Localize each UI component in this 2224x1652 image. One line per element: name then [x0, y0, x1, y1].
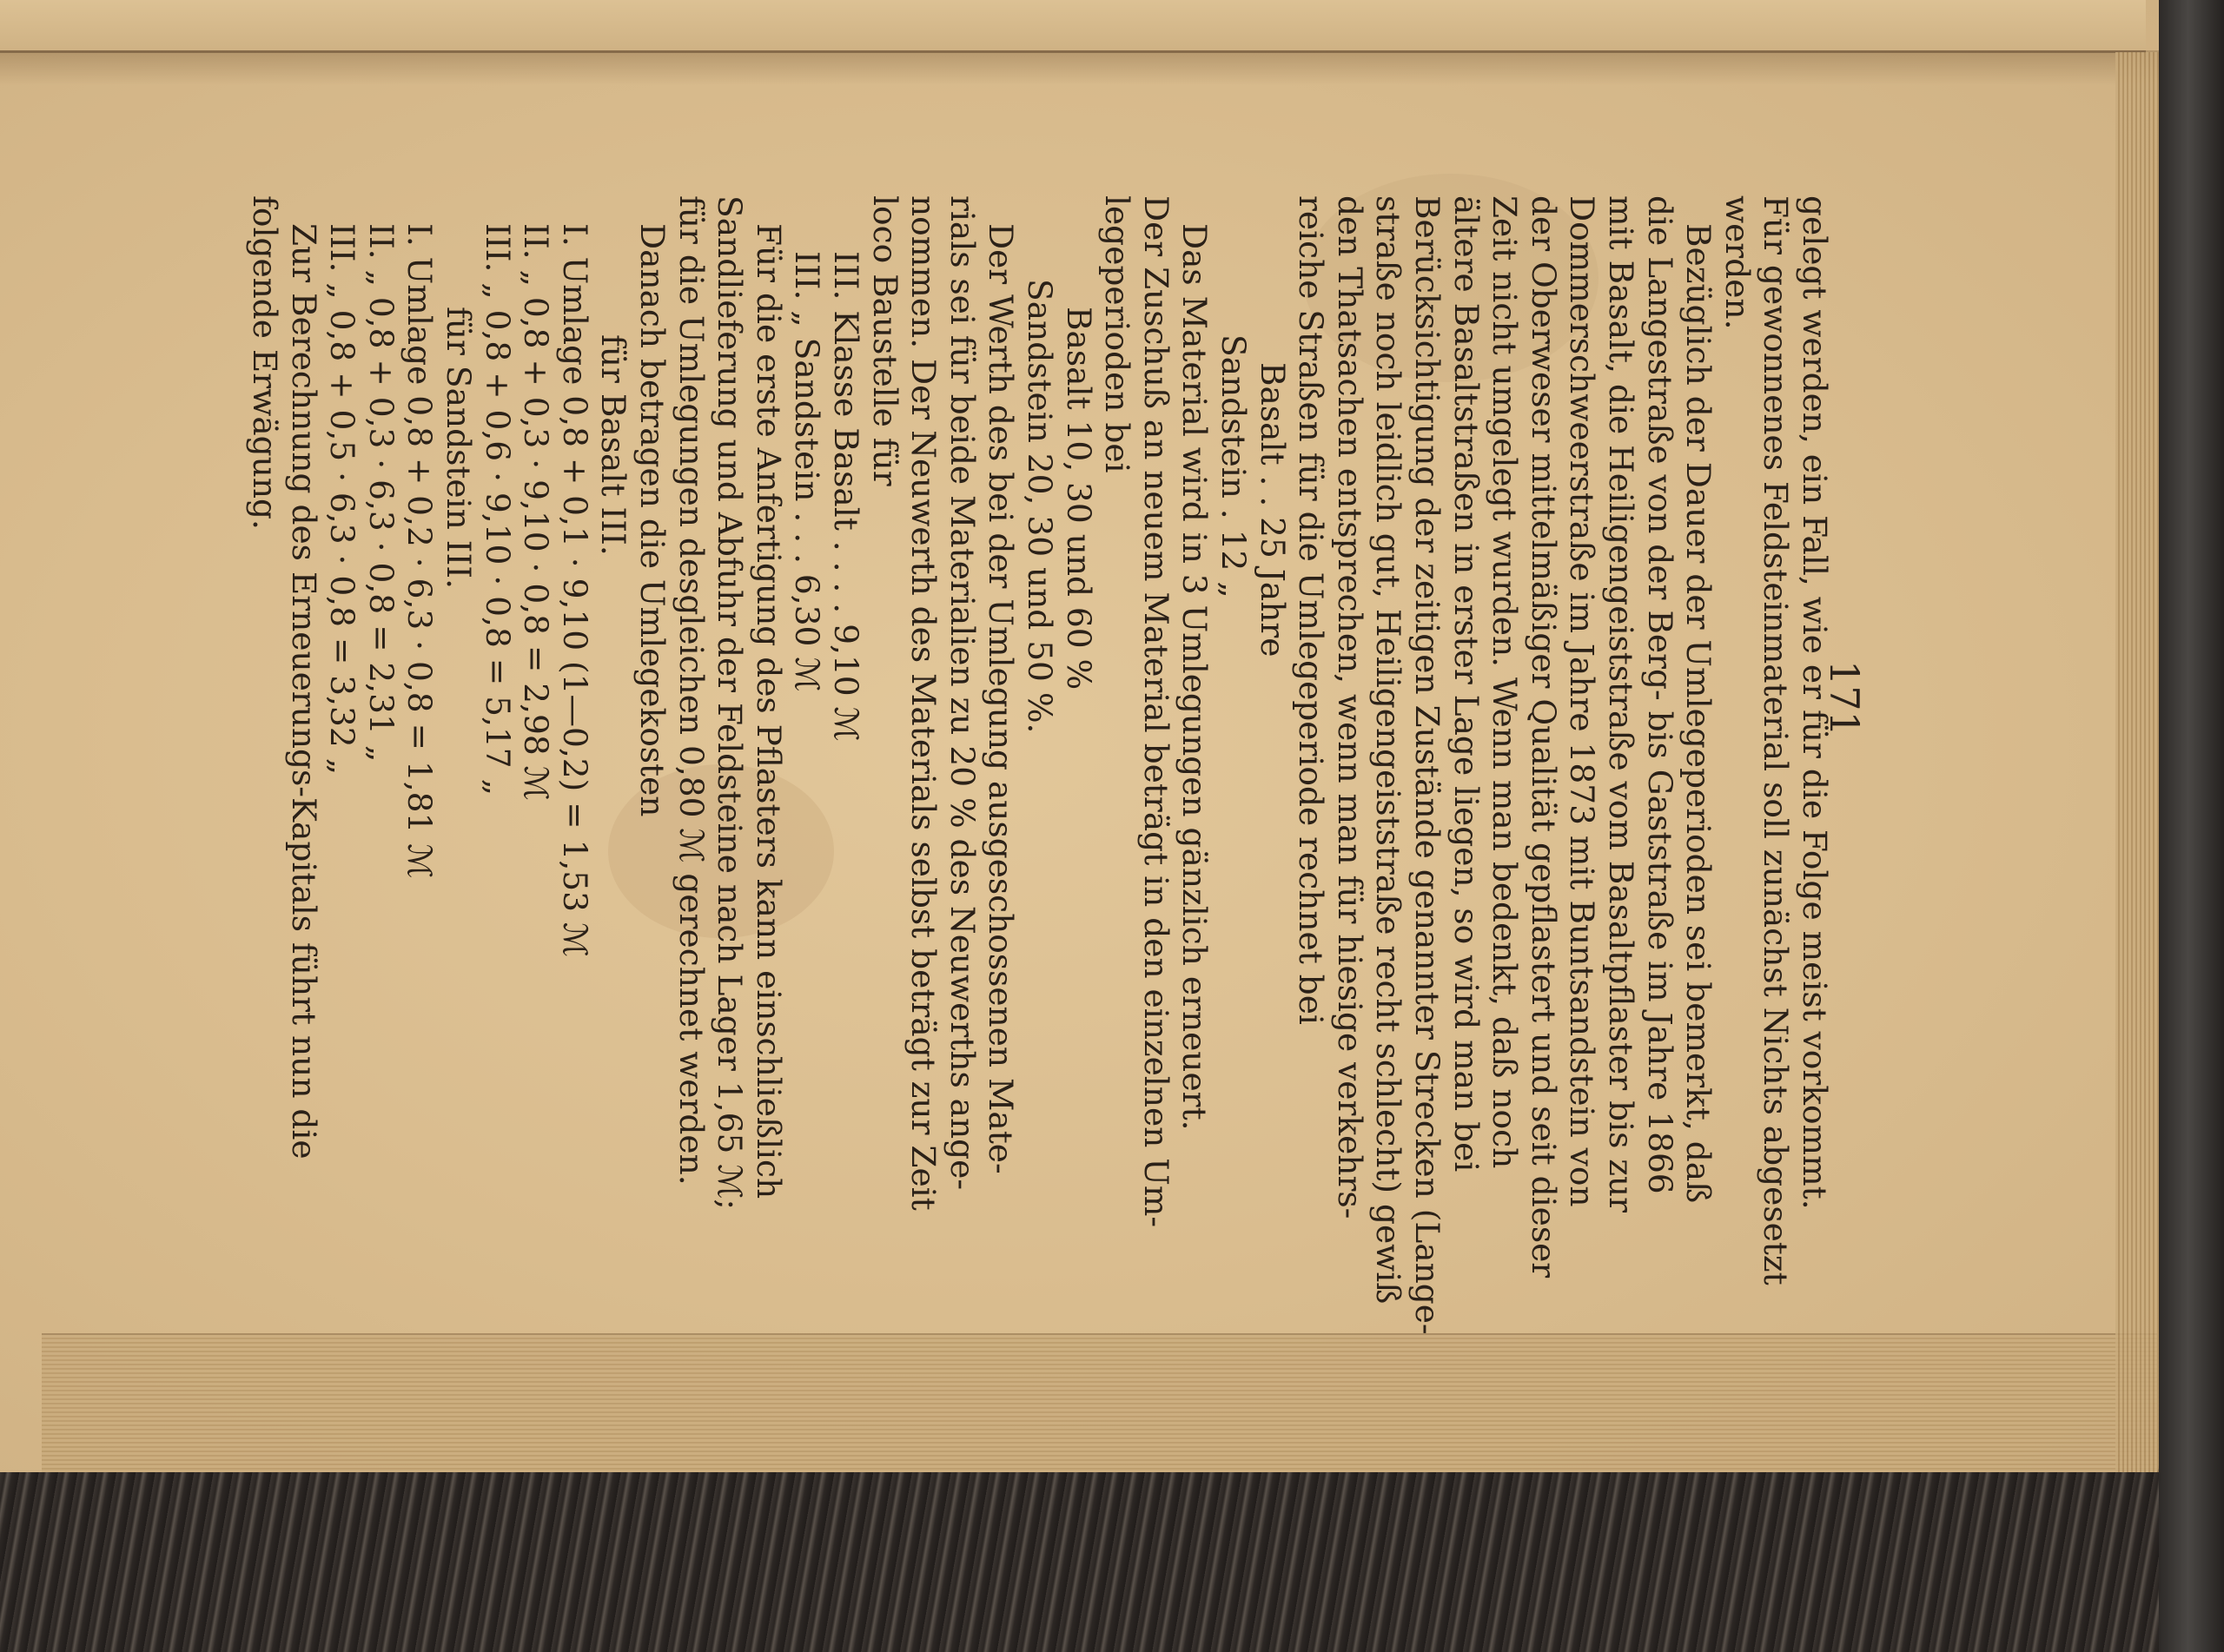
text-line: Zeit nicht umgelegt wurden. Wenn man bedenkt, daß noch — [1486, 195, 1525, 1169]
text-line: Berücksichtigung der zeitigen Zustände genannter Strecken (Lange- — [1408, 195, 1446, 1335]
text-line: Sandlieferung und Abfuhr der Feldsteine nach Lager 1,65 ℳ; — [711, 195, 750, 1210]
text-line: Danach betragen die Umlegekosten — [633, 223, 672, 817]
text-line: II. „ 0,8 + 0,3 · 9,10 · 0,8 = 2,98 ℳ — [517, 223, 556, 801]
text-line: III. Klasse Basalt . . . . 9,10 ℳ — [827, 251, 865, 742]
text-line: Der Werth des bei der Umlegung ausgeschossenen Mate- — [982, 223, 1021, 1174]
text-line: die Langestraße von der Berg- bis Gaststraße im Jahre 1866 — [1640, 195, 1679, 1194]
text-line: Bezüglich der Dauer der Umlegeperioden sei bemerkt, daß — [1679, 223, 1718, 1204]
text-line: Basalt . . 25 Jahre — [1253, 362, 1292, 657]
text-line: der Oberweser mittelmäßiger Qualität gepflastert und seit dieser — [1524, 195, 1563, 1279]
text-line: Für gewonnenes Feldsteinmaterial soll zunächst Nichts abgesetzt — [1757, 195, 1796, 1285]
book-cover-edge — [2159, 0, 2224, 1652]
text-line: I. Umlage 0,8 + 0,1 · 9,10 (1—0,2) = 1,53 ℳ — [555, 223, 594, 958]
text-line: straße noch leidlich gut, Heiligengeiststraße recht schlecht) gewiß — [1369, 195, 1408, 1305]
text-line: für Basalt III. — [594, 334, 633, 556]
text-line: Der Zuschuß an neuem Material beträgt in den einzelnen Um- — [1136, 195, 1175, 1228]
text-line: III. „ 0,8 + 0,5 · 6,3 · 0,8 = 3,32 „ — [323, 223, 362, 776]
page-text — [222, 195, 1837, 1335]
text-line: rials sei für beide Materialien zu 20 % des Neuwerths ange- — [943, 195, 982, 1191]
text-line: für die Umlegungen desgleichen 0,80 ℳ gerechnet werden. — [672, 195, 711, 1186]
text-line: folgende Erwägung. — [246, 195, 284, 530]
text-line: loco Baustelle für — [865, 195, 904, 486]
text-line: für Sandstein III. — [440, 307, 478, 590]
text-line: nommen. Der Neuwerth des Materials selbst beträgt zur Zeit — [904, 195, 943, 1211]
text-line: Basalt 10, 30 und 60 % — [1059, 307, 1098, 691]
text-line: I. Umlage 0,8 + 0,2 · 6,3 · 0,8 = 1,81 ℳ — [400, 223, 440, 879]
text-line: Für die erste Anfertigung des Pflasters kann einschließlich — [749, 223, 788, 1199]
text-line: Das Material wird in 3 Umlegungen gänzlich erneuert. — [1175, 223, 1215, 1131]
page-number: 171 — [1821, 660, 1868, 737]
text-line: Sandstein . 12 „ — [1215, 334, 1253, 598]
gutter-shadow — [0, 50, 2159, 85]
text-line: ältere Basaltstraßen in erster Lage liegen, so wird man bei — [1446, 195, 1486, 1173]
text-line: Dommerschweerstraße im Jahre 1873 mit Buntsandstein von — [1563, 195, 1602, 1207]
text-line: Zur Berechnung des Erneuerungs-Kapitals führt nun die — [284, 223, 323, 1160]
text-line: legeperioden bei — [1098, 195, 1137, 473]
text-line: den Thatsachen entsprechen, wenn man für hiesige verkehrs- — [1330, 195, 1369, 1219]
text-line: reiche Straßen für die Umlegeperiode rechnet bei — [1292, 195, 1331, 1025]
text-line: werden. — [1718, 195, 1757, 330]
text-line: III. „ Sandstein . . . 6,30 ℳ — [788, 251, 827, 692]
page-block-edges — [42, 1333, 2157, 1474]
text-line: mit Basalt, die Heiligengeiststraße vom Basaltpflaster bis zur — [1602, 195, 1640, 1213]
text-line: Sandstein 20, 30 und 50 %. — [1021, 279, 1059, 734]
facing-page-edge — [0, 0, 2146, 53]
page-block-side — [2115, 52, 2159, 1477]
text-line: III. „ 0,8 + 0,6 · 9,10 · 0,8 = 5,17 „ — [478, 223, 517, 796]
book-cover-spine — [0, 1472, 2224, 1652]
text-line: II. „ 0,8 + 0,3 · 6,3 · 0,8 = 2,31 „ — [361, 223, 400, 763]
text-line: gelegt werden, ein Fall, wie er für die Folge meist vorkommt. — [1796, 195, 1834, 1210]
